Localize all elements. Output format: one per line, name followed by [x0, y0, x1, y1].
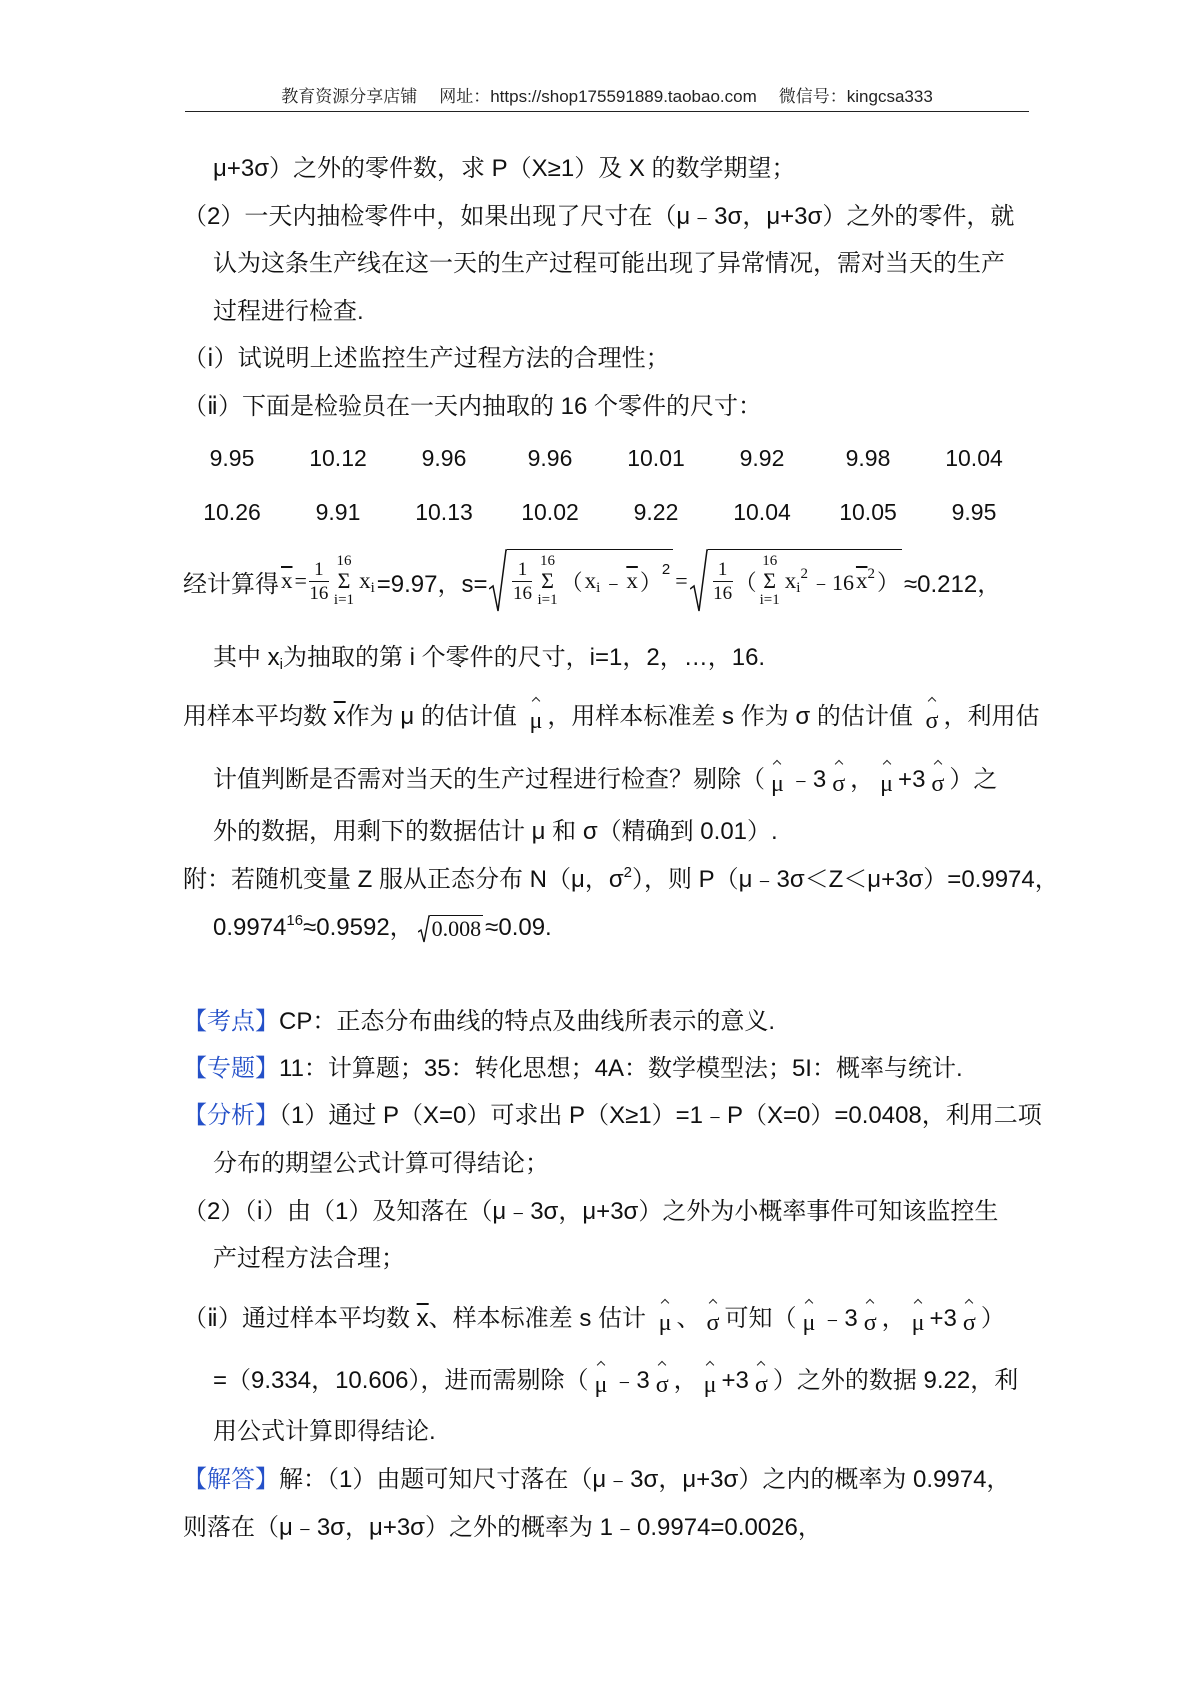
x-bar: $\overline{x}$ — [626, 568, 638, 593]
analysis-line-3: （2）（ⅰ）由（1）及知落在（μ﹣3σ，μ+3σ）之外为小概率事件可知该监控生 — [183, 1198, 999, 1225]
text-segment: 0.9974 — [213, 914, 287, 941]
text-segment: ≈0.9592， — [303, 914, 414, 941]
sigma-hat: σ — [706, 1310, 720, 1336]
sigma-hat: σ — [754, 1372, 768, 1398]
sum-lower-limit: i=1 — [759, 592, 780, 608]
text-segment: 附：若随机变量 Z 服从正态分布 N（μ，σ — [183, 866, 624, 893]
text-segment: 用样本平均数 — [183, 703, 334, 730]
sample-value: 10.04 — [733, 499, 791, 525]
sqrt-small — [418, 915, 484, 943]
sample-value: 9.22 — [633, 499, 679, 525]
mu-hat: μ — [802, 1310, 816, 1336]
mu-hat: μ — [771, 771, 784, 797]
x-bar: $\overline{x}$ — [416, 1305, 429, 1332]
fraction-bar — [309, 581, 329, 582]
denominator: 16 — [309, 582, 329, 604]
answer-text: 解：（1）由题可知尺寸落在（μ﹣3σ，μ+3σ）之内的概率为 0.9974， — [279, 1466, 1011, 1493]
exponent-2: 2 — [623, 864, 632, 881]
knowledge-point-text: CP：正态分布曲线的特点及曲线所表示的意义. — [279, 1008, 776, 1035]
mu-hat: μ — [880, 771, 894, 797]
exponent-2: 2 — [800, 566, 808, 582]
sqrt-std-dev-1 — [489, 549, 673, 613]
text-segment: ，用样本标准差 s 作为 σ 的估计值 — [547, 703, 920, 730]
knowledge-point-tag: 【考点】 — [183, 1008, 279, 1035]
knowledge-point-line — [183, 1006, 775, 1038]
analysis-line-1 — [183, 1100, 1042, 1132]
text-segment: +3 — [898, 766, 926, 793]
sample-value: 10.12 — [309, 445, 367, 471]
mu-hat: μ — [594, 1372, 608, 1398]
text-segment: 、样本标准差 s 估计 — [428, 1305, 653, 1332]
radicand — [708, 549, 902, 612]
sigma-hat: σ — [962, 1310, 976, 1336]
subscript-i: i — [796, 580, 801, 596]
x-bar: $\overline{x}$ — [333, 703, 346, 730]
text-segment: ， — [881, 1305, 906, 1332]
denominator: 16 — [512, 582, 532, 604]
text-segment: 为抽取的第 i 个零件的尺寸，i=1，2，…，16. — [283, 644, 766, 671]
question-line-8 — [213, 642, 765, 674]
text-segment: 、 — [676, 1305, 701, 1332]
fraction-one-sixteenth — [713, 559, 733, 604]
analysis-line-7: 用公式计算即得结论. — [213, 1418, 436, 1445]
text-segment: ， — [673, 1367, 698, 1394]
sigma-hat: σ — [863, 1310, 877, 1336]
numerator: 1 — [314, 558, 324, 580]
equals-sign: = — [294, 568, 307, 593]
summation — [760, 553, 780, 609]
sigma-sign: Σ — [541, 568, 554, 593]
analysis-line-2: 分布的期望公式计算可得结论； — [213, 1150, 549, 1177]
appendix-line-2 — [213, 912, 552, 944]
sample-value: 9.95 — [951, 499, 997, 525]
text-segment: ， — [850, 766, 875, 793]
numerator: 1 — [517, 558, 528, 580]
subscript-i: i — [596, 580, 601, 596]
text-segment: ﹣3 — [820, 1305, 858, 1332]
page-header — [185, 86, 1029, 108]
left-paren: （ — [734, 569, 757, 595]
right-paren: ） — [876, 569, 899, 595]
topic-text: 11：计算题；35：转化思想；4A：数学模型法；5I：概率与统计. — [279, 1055, 963, 1082]
mu-hat: μ — [529, 708, 543, 734]
sample-value: 10.26 — [203, 499, 261, 525]
text-segment: ）之外的数据 9.22，利 — [772, 1367, 1019, 1394]
sample-value: 10.02 — [521, 499, 579, 525]
question-line-4: 过程进行检查. — [213, 298, 364, 325]
topic-tag: 【专题】 — [183, 1055, 279, 1082]
subscript-i: i — [370, 580, 375, 596]
question-line-1: μ+3σ）之外的零件数，求 P（X≥1）及 X 的数学期望； — [213, 155, 796, 182]
radical-sign — [418, 915, 430, 943]
exponent-2: 2 — [867, 566, 875, 582]
sample-value: 10.01 — [627, 445, 685, 471]
sample-value: 9.95 — [209, 445, 255, 471]
sum-upper-limit: 16 — [762, 553, 778, 569]
wechat-id: 微信号：kingcsa333 — [778, 87, 933, 106]
left-paren: （ — [560, 569, 583, 595]
question-line-3: 认为这条生产线在这一天的生产过程可能出现了异常情况，需对当天的生产 — [213, 250, 1005, 277]
fraction-one-sixteenth — [512, 559, 532, 604]
fraction-bar — [713, 581, 733, 582]
x-var: x — [359, 568, 371, 593]
radicand: 0.008 — [431, 915, 482, 941]
sum-lower-limit: i=1 — [333, 592, 355, 608]
header-rule — [185, 111, 1029, 112]
numerator: 1 — [717, 558, 728, 580]
sqrt-std-dev-2 — [690, 549, 902, 613]
sample-value: 9.98 — [845, 445, 891, 471]
text-segment: 其中 x — [213, 644, 280, 671]
appendix-line-1 — [183, 864, 1059, 896]
summation — [537, 553, 557, 609]
answer-line-2: 则落在（μ﹣3σ，μ+3σ）之外的概率为 1﹣0.9974=0.0026， — [183, 1514, 822, 1541]
sum-upper-limit: 16 — [540, 553, 556, 569]
sample-statistics-formula — [183, 545, 1001, 617]
text-segment: ）之 — [949, 766, 998, 793]
text-segment: =（9.334，10.606），进而需剔除（ — [213, 1367, 589, 1394]
shop-name: 教育资源分享店铺 — [281, 87, 418, 106]
sample-value: 9.92 — [739, 445, 785, 471]
question-line-2: （2）一天内抽检零件中，如果出现了尺寸在（μ﹣3σ，μ+3σ）之外的零件，就 — [183, 203, 1015, 230]
sum-lower-limit: i=1 — [537, 592, 558, 608]
sigma-sign: Σ — [763, 568, 777, 593]
sigma-sign: Σ — [337, 568, 351, 593]
text-segment: 作为 μ 的估计值 — [345, 703, 524, 730]
text-segment: （ⅱ）通过样本平均数 — [183, 1305, 417, 1332]
radicand — [507, 549, 673, 612]
sample-value: 10.13 — [415, 499, 473, 525]
sample-value: 10.05 — [839, 499, 897, 525]
text-segment: 可知（ — [724, 1305, 797, 1332]
minus-sixteen: ﹣16 — [809, 569, 854, 595]
sum-upper-limit: 16 — [336, 553, 352, 569]
x-var: x — [784, 568, 797, 593]
x-bar: $\overline{x}$ — [281, 568, 293, 593]
x-sub-i — [585, 568, 601, 594]
sample-value: 9.91 — [315, 499, 361, 525]
text-segment: ，利用估 — [943, 703, 1040, 730]
summation — [334, 553, 354, 609]
x-sub-i-squared — [785, 568, 808, 594]
text-segment: ≈0.09. — [485, 914, 552, 941]
text-segment: 计值判断是否需对当天的生产过程进行检查？剔除（ — [213, 766, 765, 793]
analysis-tag: 【分析】 — [183, 1102, 279, 1129]
radical-sign — [489, 549, 507, 613]
x-bar-squared — [856, 568, 875, 594]
sample-value: 9.96 — [527, 445, 573, 471]
x-var: x — [584, 568, 597, 593]
topic-line — [183, 1053, 963, 1085]
analysis-line-5 — [183, 1303, 1005, 1335]
text-segment: ﹣3 — [612, 1367, 650, 1394]
question-line-9 — [183, 701, 1039, 733]
text-segment: ﹣3 — [788, 766, 827, 793]
right-paren: ） — [639, 569, 662, 595]
sample-value: 10.04 — [945, 445, 1003, 471]
std-dev-value: ≈0.212， — [903, 570, 1002, 598]
fraction-one-sixteenth — [309, 559, 329, 604]
text-segment: +3 — [721, 1367, 749, 1394]
answer-tag: 【解答】 — [183, 1466, 279, 1493]
sigma-hat: σ — [925, 708, 939, 734]
mean-value: =9.97，s= — [376, 570, 488, 598]
radical-sign — [690, 549, 708, 613]
shop-url: 网址：https://shop175591889.taobao.com — [439, 87, 757, 106]
sigma-hat: σ — [931, 771, 945, 797]
sigma-hat: σ — [832, 771, 846, 797]
formula-lead: 经计算得 — [183, 570, 279, 598]
question-line-5: （ⅰ）试说明上述监控生产过程方法的合理性； — [183, 345, 670, 372]
sample-value: 9.96 — [421, 445, 467, 471]
exponent-2: 2 — [661, 560, 671, 578]
text-segment: ） — [980, 1305, 1005, 1332]
mu-hat: μ — [703, 1372, 717, 1398]
text-segment: +3 — [929, 1305, 957, 1332]
sigma-hat: σ — [655, 1372, 669, 1398]
sample-row-1 — [179, 442, 1027, 474]
equals-sign: = — [675, 568, 688, 593]
denominator: 16 — [713, 582, 733, 604]
analysis-line-6 — [213, 1365, 1018, 1397]
x-sub-i — [359, 568, 375, 594]
analysis-line-4: 产过程方法合理； — [213, 1245, 405, 1272]
sample-row-2 — [179, 496, 1027, 528]
text-segment: ），则 P（μ﹣3σ＜Z＜μ+3σ）=0.9974， — [631, 866, 1059, 893]
fraction-bar — [512, 581, 532, 582]
exponent-16: 16 — [286, 912, 304, 929]
question-line-6: （ⅱ）下面是检验员在一天内抽取的 16 个零件的尺寸： — [183, 393, 763, 420]
question-line-11: 外的数据，用剩下的数据估计 μ 和 σ（精确到 0.01）. — [213, 818, 778, 845]
x-bar: $\overline{x}$ — [855, 568, 868, 593]
minus-sign: ﹣ — [602, 569, 625, 595]
subscript-i: i — [279, 656, 284, 673]
mu-hat: μ — [658, 1310, 672, 1336]
mu-hat: μ — [911, 1310, 925, 1336]
analysis-text: （1）通过 P（X=0）可求出 P（X≥1）=1﹣P（X=0）=0.0408，利用二项 — [279, 1102, 1042, 1129]
question-line-10 — [213, 764, 997, 796]
answer-line-1 — [183, 1464, 1010, 1496]
